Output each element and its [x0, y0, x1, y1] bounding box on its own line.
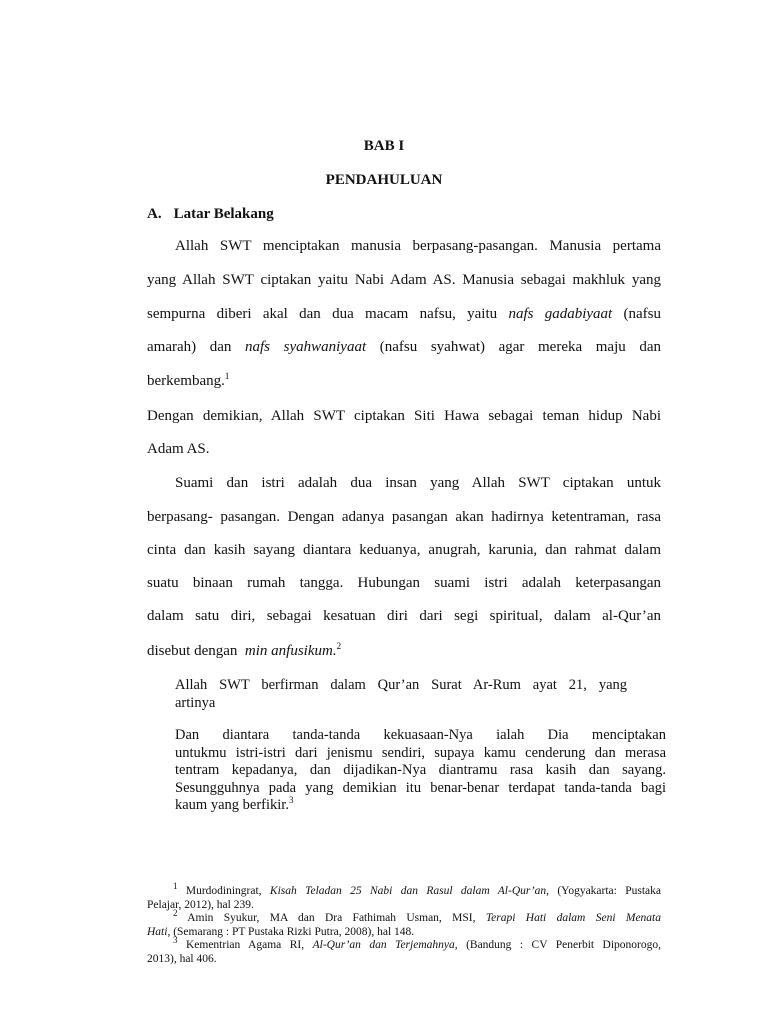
footnote-1-line-1 — [147, 881, 661, 899]
footnote-2-line-2 — [147, 926, 661, 940]
p1-l3-text: sempurna diberi akal dan dua macam nafsu, yaitu — [147, 306, 498, 322]
quote-line-5-text: kaum yang berfikir. — [175, 797, 289, 813]
paragraph-2-line-1: Dengan demikian, Allah SWT ciptakan Siti Hawa sebagai teman hidup Nabi — [147, 408, 661, 424]
footnote-2-pub: , (Semarang : PT Pustaka Rizki Putra, 2008), hal 148. — [167, 925, 415, 938]
block-quote — [175, 727, 666, 815]
paragraph-3-line-6 — [147, 642, 661, 660]
footnote-3-line-2: 2013), hal 406. — [147, 952, 217, 965]
footnote-3-number: 3 — [173, 935, 178, 946]
paragraph-3-line-4: suatu binaan rumah tangga. Hubungan suami istri adalah keterpasangan — [147, 575, 661, 591]
section-marker: A. — [147, 206, 162, 222]
footnote-1-line-2: Pelajar, 2012), hal 239. — [147, 898, 254, 911]
p1-l4-rest: (nafsu syahwat) agar mereka maju dan — [379, 339, 662, 355]
p1-l4-text: amarah) dan — [147, 339, 232, 355]
chapter-number: BAB I — [363, 138, 405, 154]
term-nafs-gadabiyaat: nafs gadabiyaat — [508, 306, 613, 322]
quote-line-1: Dan diantara tanda-tanda kekuasaan-Nya ialah Dia menciptakan — [175, 727, 666, 743]
quote-intro — [175, 677, 627, 712]
footnote-3-title: Al-Qur’an dan Terjemahnya — [312, 939, 455, 951]
section-heading-text: Latar Belakang — [173, 206, 274, 222]
footnote-3-line-1 — [147, 935, 662, 953]
footnote-2-number: 2 — [173, 908, 178, 919]
footnote-3-pub: , (Bandung : CV Penerbit Diponorogo, — [454, 939, 662, 951]
footnote-1-number: 1 — [173, 881, 178, 892]
paragraph-1-line-4 — [147, 338, 661, 356]
footnote-2-line-1 — [147, 908, 661, 926]
quote-line-4: Sesungguhnya pada yang demikian itu benar-benar terdapat tanda-tanda bagi — [175, 779, 666, 796]
paragraph-3-line-5: dalam satu diri, sebagai kesatuan diri dari segi spiritual, dalam al-Qur’an — [147, 608, 661, 624]
footnote-1-title: Kisah Teladan 25 Nabi dan Rasul dalam Al-Qur’an — [269, 885, 547, 897]
footnote-1-author: Murdodiningrat, — [185, 885, 262, 897]
quote-intro-line-1: Allah SWT berfirman dalam Qur’an Surat Ar-Rum ayat 21, yang — [175, 677, 627, 693]
footnote-2-author: Amin Syukur, MA dan Dra Fathimah Usman, MSI, — [187, 912, 476, 924]
paragraph-1-line-3 — [147, 305, 661, 323]
quote-line-2: untukmu istri-istri dari jenismu sendiri, supaya kamu cenderung dan merasa — [175, 744, 666, 761]
term-min-anfusikum: min anfusikum. — [244, 643, 337, 659]
chapter-title: PENDAHULUAN — [325, 172, 443, 188]
paragraph-1-line-5 — [147, 372, 661, 390]
quote-intro-line-2: artinya — [175, 694, 216, 711]
p1-l3-paren: (nafsu — [623, 306, 662, 322]
footnote-2-title: Terapi Hati dalam Seni Menata — [485, 912, 661, 924]
paragraph-3-line-1: Suami dan istri adalah dua insan yang Allah SWT ciptakan untuk — [175, 475, 661, 491]
footnote-2-title-cont: Hati — [147, 925, 168, 938]
section-heading — [147, 205, 661, 223]
paragraph-1-line-1: Allah SWT menciptakan manusia berpasang-pasangan. Manusia pertama — [175, 238, 661, 254]
term-nafs-syahwaniyaat: nafs syahwaniyaat — [245, 339, 367, 355]
quote-line-5 — [175, 797, 666, 815]
footnote-ref-1[interactable]: 1 — [224, 371, 230, 381]
footnote-ref-3[interactable]: 3 — [288, 795, 294, 806]
paragraph-3-line-3: cinta dan kasih sayang diantara keduanya, anugrah, karunia, dan rahmat dalam — [147, 542, 661, 558]
p3-l6-text: disebut dengan — [147, 643, 238, 659]
footnote-ref-2[interactable]: 2 — [336, 641, 342, 651]
paragraph-3-line-2: berpasang- pasangan. Dengan adanya pasangan akan hadirnya ketentraman, rasa — [147, 509, 661, 525]
quote-line-3: tentram kepadanya, dan dijadikan-Nya diantramu rasa kasih dan sayang. — [175, 762, 666, 778]
footnotes — [147, 881, 662, 966]
footnote-1-pub: , (Yogyakarta: Pustaka — [546, 885, 661, 897]
paragraph-2-line-2: Adam AS. — [147, 441, 210, 457]
p1-l5-text: berkembang. — [147, 373, 225, 389]
footnote-3-author: Kementrian Agama RI, — [185, 939, 305, 951]
paragraph-1-line-2: yang Allah SWT ciptakan yaitu Nabi Adam AS. Manusia sebagai makhluk yang — [147, 272, 661, 288]
